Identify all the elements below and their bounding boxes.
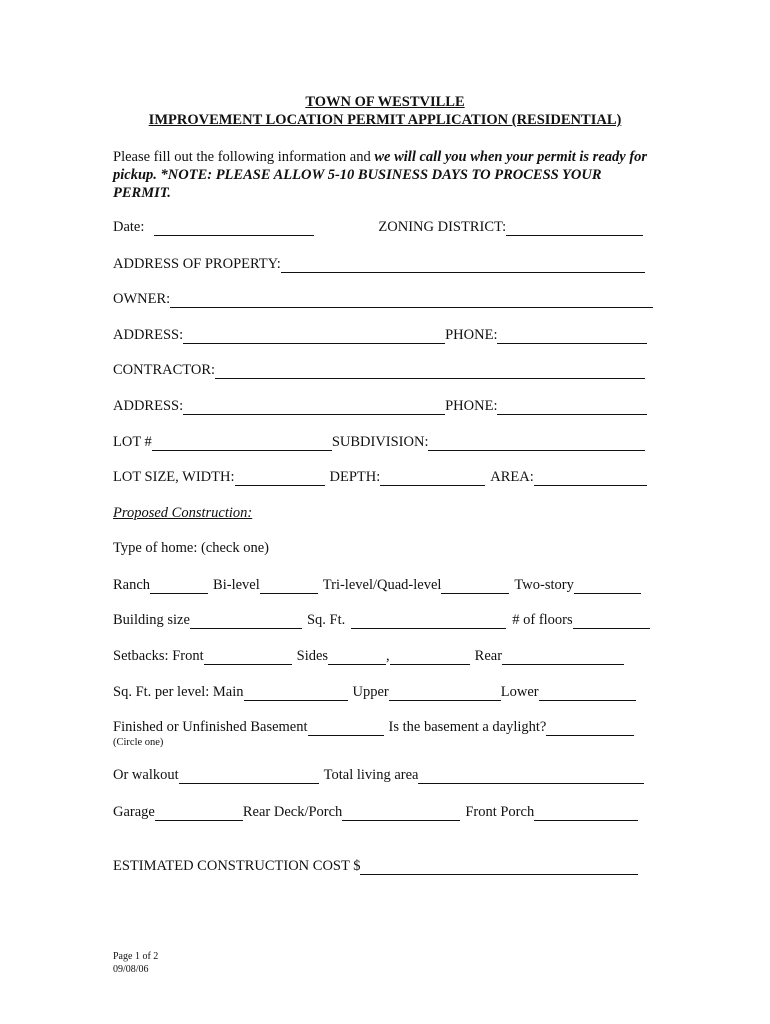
area-field[interactable]	[534, 470, 647, 486]
depth-field[interactable]	[380, 470, 485, 486]
sq-ft-field[interactable]	[351, 613, 506, 629]
basement-field[interactable]	[308, 720, 384, 736]
intro-plain-text: Please fill out the following information and	[113, 149, 375, 165]
page-number: Page 1 of 2	[113, 951, 159, 962]
sides-separator: ,	[386, 648, 390, 664]
estimated-cost-row	[113, 855, 658, 875]
rear-deck-label: Rear Deck/Porch	[242, 804, 343, 820]
two-story-check-field[interactable]	[574, 578, 641, 594]
subdivision-label: SUBDIVISION:	[331, 434, 429, 450]
daylight-field[interactable]	[546, 720, 634, 736]
owner-address-row	[113, 324, 658, 344]
home-type-row	[113, 574, 658, 594]
bi-level-label: Bi-level	[213, 577, 260, 593]
contractor-address-label: ADDRESS:	[113, 398, 184, 414]
garage-field[interactable]	[155, 805, 243, 821]
rear-deck-field[interactable]	[342, 805, 460, 821]
total-living-area-field[interactable]	[418, 768, 644, 784]
property-address-field[interactable]	[281, 257, 645, 273]
owner-label: OWNER:	[113, 291, 171, 307]
setbacks-front-label: Setbacks: Front	[113, 648, 204, 664]
zoning-district-field[interactable]	[506, 220, 643, 236]
owner-row	[113, 288, 658, 308]
total-living-area-label: Total living area	[323, 767, 419, 783]
owner-address-label: ADDRESS:	[113, 327, 184, 343]
rear-label: Rear	[474, 648, 503, 664]
contractor-field[interactable]	[215, 363, 645, 379]
sqft-lower-field[interactable]	[539, 685, 636, 701]
lot-row	[113, 431, 658, 451]
upper-label: Upper	[352, 684, 389, 700]
garage-row	[113, 801, 658, 821]
type-of-home-label: Type of home: (check one)	[113, 540, 270, 556]
lot-label: LOT #	[113, 434, 152, 450]
estimated-cost-field[interactable]	[360, 859, 638, 875]
town-title: TOWN OF WESTVILLE	[305, 94, 465, 110]
sqft-upper-field[interactable]	[389, 685, 501, 701]
front-porch-field[interactable]	[534, 805, 638, 821]
setback-side-1-field[interactable]	[328, 649, 386, 665]
zoning-district-label: ZONING DISTRICT:	[378, 219, 507, 235]
setback-side-2-field[interactable]	[390, 649, 470, 665]
sqft-main-field[interactable]	[244, 685, 348, 701]
two-story-label: Two-story	[514, 577, 574, 593]
estimated-cost-label: ESTIMATED CONSTRUCTION COST $	[113, 858, 361, 874]
sqft-per-level-row	[113, 681, 658, 701]
lower-label: Lower	[500, 684, 539, 700]
ranch-check-field[interactable]	[150, 578, 208, 594]
contractor-phone-field[interactable]	[497, 399, 647, 415]
setback-front-field[interactable]	[204, 649, 292, 665]
sqft-main-label: Sq. Ft. per level: Main	[113, 684, 244, 700]
owner-phone-field[interactable]	[497, 328, 647, 344]
setback-rear-field[interactable]	[502, 649, 624, 665]
depth-label: DEPTH:	[329, 469, 381, 485]
garage-label: Garage	[113, 804, 155, 820]
lot-field[interactable]	[152, 435, 332, 451]
basement-row	[113, 716, 658, 736]
contractor-row	[113, 359, 658, 379]
lot-size-width-label: LOT SIZE, WIDTH:	[113, 469, 235, 485]
area-label: AREA:	[490, 469, 534, 485]
building-size-label: Building size	[113, 612, 190, 628]
date-field[interactable]	[154, 220, 314, 236]
building-size-field[interactable]	[190, 613, 302, 629]
contractor-address-row	[113, 395, 658, 415]
contractor-label: CONTRACTOR:	[113, 362, 216, 378]
walkout-row	[113, 764, 658, 784]
sides-label: Sides	[296, 648, 329, 664]
lot-width-field[interactable]	[235, 470, 325, 486]
bi-level-check-field[interactable]	[260, 578, 318, 594]
owner-address-field[interactable]	[183, 328, 445, 344]
front-porch-label: Front Porch	[465, 804, 535, 820]
num-floors-field[interactable]	[573, 613, 650, 629]
sq-ft-label: Sq. Ft.	[306, 612, 346, 628]
date-label: Date:	[113, 219, 145, 235]
building-size-row	[113, 609, 658, 629]
property-address-label: ADDRESS OF PROPERTY:	[113, 256, 281, 272]
subdivision-field[interactable]	[428, 435, 645, 451]
walkout-label: Or walkout	[113, 767, 179, 783]
intro-emphasis-text: we will call you when your permit is ready for pickup. *NOTE: PLEASE ALLOW 5-10 BUSINESS DAYS TO PROCESS YOUR PERMIT.	[113, 149, 648, 201]
tri-quad-label: Tri-level/Quad-level	[322, 577, 442, 593]
daylight-label: Is the basement a daylight?	[388, 719, 547, 735]
walkout-field[interactable]	[179, 768, 319, 784]
proposed-construction-heading: Proposed Construction:	[113, 505, 253, 521]
basement-label: Finished or Unfinished Basement	[113, 719, 308, 735]
date-zoning-row	[113, 216, 658, 236]
property-address-row	[113, 253, 658, 273]
setbacks-row	[113, 645, 658, 665]
intro-paragraph	[113, 148, 658, 202]
revision-date: 09/08/06	[113, 964, 149, 975]
owner-phone-label: PHONE:	[445, 327, 498, 343]
tri-quad-check-field[interactable]	[441, 578, 509, 594]
owner-field[interactable]	[170, 292, 653, 308]
lot-size-row	[113, 466, 658, 486]
num-floors-label: # of floors	[512, 612, 573, 628]
ranch-label: Ranch	[113, 577, 151, 593]
contractor-phone-label: PHONE:	[445, 398, 498, 414]
form-title: IMPROVEMENT LOCATION PERMIT APPLICATION (RESIDENTIAL)	[148, 112, 622, 128]
contractor-address-field[interactable]	[183, 399, 445, 415]
circle-one-note: (Circle one)	[113, 737, 164, 748]
page-footer	[113, 950, 158, 976]
